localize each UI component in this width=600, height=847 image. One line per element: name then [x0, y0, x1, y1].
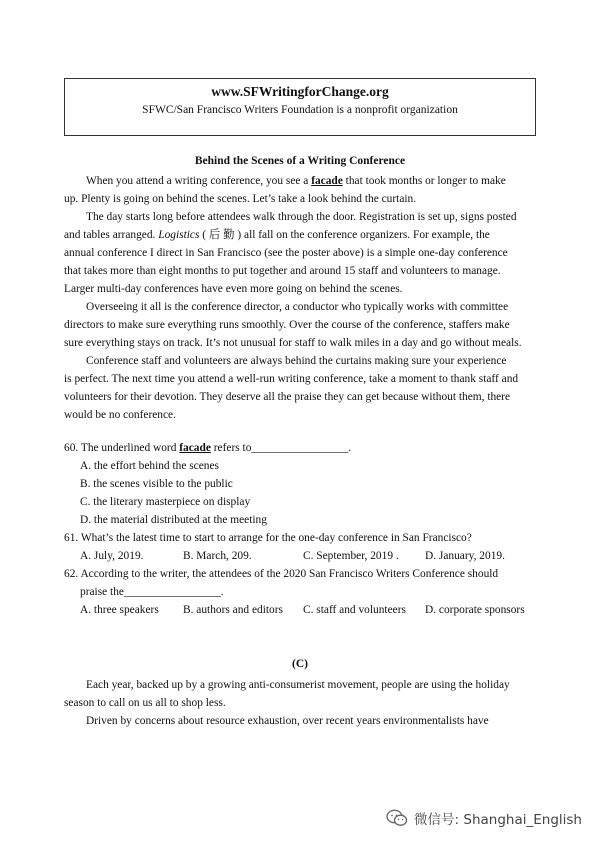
q61-option-b: B. March, 209.: [183, 550, 252, 562]
q62-option-b: B. authors and editors: [183, 604, 283, 616]
paragraph-line: and tables arranged. Logistics ( 后 勤 ) all fall on the conference organizers. For example, the: [64, 229, 490, 241]
paragraph-line: Driven by concerns about resource exhaustion, over recent years environmentalists have: [86, 715, 489, 727]
paragraph-line: is perfect. The next time you attend a well-run writing conference, take a moment to thank staff and: [64, 373, 519, 385]
header-box: [64, 78, 536, 136]
q61-option-c: C. September, 2019 .: [303, 550, 399, 562]
q61-option-a: A. July, 2019.: [80, 550, 144, 562]
underlined-word-facade: facade: [311, 175, 343, 187]
paragraph-line: annual conference I direct in San Francisco (see the poster above) is a simple one-day conference: [64, 247, 508, 259]
org-description: SFWC/San Francisco Writers Foundation is a nonprofit organization: [142, 104, 458, 116]
paragraph-line: When you attend a writing conference, you see a facade that took months or longer to make: [86, 175, 506, 187]
question-60: 60. The underlined word facade refers to_________________.: [64, 442, 352, 454]
paragraph-line: that takes more than eight months to put together and around 15 staff and volunteers to manage.: [64, 265, 501, 277]
italic-word-logistics: Logistics: [158, 229, 200, 241]
paragraph-line: The day starts long before attendees walk through the door. Registration is set up, signs posted: [86, 211, 517, 223]
q60-option-d: D. the material distributed at the meeting: [80, 514, 267, 526]
question-62-cont: praise the_________________.: [80, 586, 224, 598]
q62-option-a: A. three speakers: [80, 604, 159, 616]
paragraph-line: up. Plenty is going on behind the scenes. Let’s take a look behind the curtain.: [64, 193, 417, 205]
site-url[interactable]: www.SFWritingforChange.org: [211, 84, 389, 99]
paragraph-line: volunteers for their devotion. They deserve all the praise they can get because without them, there: [64, 391, 511, 403]
paragraph-line: sure everything stays on track. It’s not unusual for staff to walk miles in a day and go without meals.: [64, 337, 522, 349]
section-c-label: (C): [292, 658, 308, 670]
paragraph-line: would be no conference.: [64, 409, 176, 421]
paragraph-line: Each year, backed up by a growing anti-consumerist movement, people are using the holiday: [86, 679, 510, 691]
question-62: 62. According to the writer, the attendees of the 2020 San Francisco Writers Conference should: [64, 568, 499, 580]
q60-option-b: B. the scenes visible to the public: [80, 478, 233, 490]
chinese-gloss: ( 后 勤 ): [199, 229, 245, 241]
paragraph-line: Larger multi-day conferences have even more going on behind the scenes.: [64, 283, 403, 295]
q60-option-c: C. the literary masterpiece on display: [80, 496, 251, 508]
paragraph-line: season to call on us all to shop less.: [64, 697, 226, 709]
paragraph-line: Conference staff and volunteers are always behind the curtains making sure your experience: [86, 355, 507, 367]
wechat-watermark: [386, 808, 582, 828]
paragraph-line: directors to make sure everything runs smoothly. Over the course of the conference, staffers make: [64, 319, 510, 331]
q60-option-a: A. the effort behind the scenes: [80, 460, 219, 472]
q61-option-d: D. January, 2019.: [425, 550, 505, 562]
q62-option-c: C. staff and volunteers: [303, 604, 406, 616]
q62-option-d: D. corporate sponsors: [425, 604, 525, 616]
paragraph-line: Overseeing it all is the conference director, a conductor who typically works with committee: [86, 301, 509, 313]
wechat-id: 微信号: Shanghai_English: [414, 812, 582, 828]
question-61: 61. What’s the latest time to start to arrange for the one-day conference in San Francisco?: [64, 532, 472, 544]
article-title: Behind the Scenes of a Writing Conference: [194, 155, 406, 167]
underlined-word-facade: facade: [179, 442, 211, 454]
wechat-icon: [386, 809, 408, 827]
